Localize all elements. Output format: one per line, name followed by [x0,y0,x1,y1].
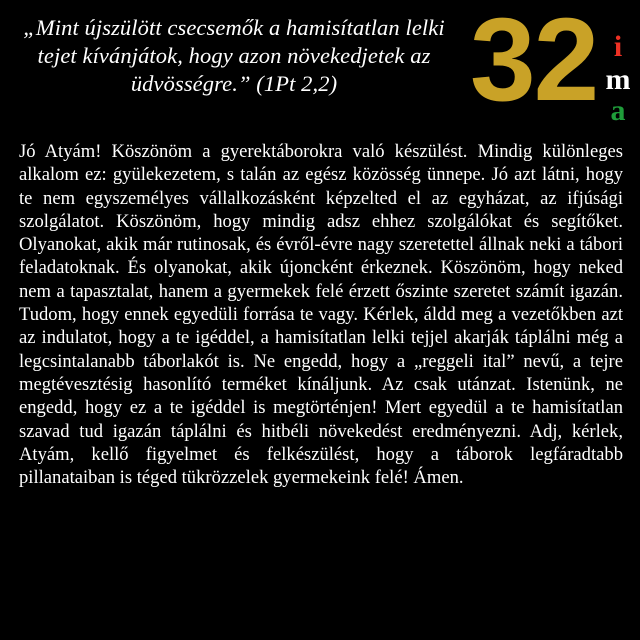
badge-letter-a: a [610,94,626,127]
badge-letter-i: i [613,30,623,63]
badge-letter-m: m [605,63,631,96]
ima-32-badge [470,0,635,127]
prayer-text: Jó Atyám! Köszönöm a gyerektáborokra való készülést. Mindig különleges alkalom ez: gyülekezetem, s talán az egész közösség ünnepe. Jó azt látni, hogy te nem egyszemélyes vállalkozásként képzelted el az egyházat, az ifjúsági szolgálatot. Köszönöm, hogy mindig adsz ehhez szolgálókat és segítőket. Olyanokat, akik már rutinosak, és évről-évre nagy szeretettel állnak neki a tábori feladatoknak. És olyanokat, akik újoncként érkeznek. Köszönöm, hogy neked nem a tapasztalat, hanem a gyermekek felé érzett őszinte szeretet számít igazán. Tudom, hogy ennek egyedüli forrása te vagy. Kérlek, áldd meg a vezetőkben azt az indulatot, hogy a te igéddel, a hamisítatlan lelki tejjel akarják táplálni még a legcsintalanabb táborlakót is. Ne engedd, hogy a „reggeli ital” nevű, a tejre megtévesztésig hasonlító terméket kínáljunk. Az csak utánzat. Istenünk, ne engedd, hogy ez a te igéddel is megtörténjen! Mert egyedül a te hamisítatlan szavad tud igazán táplálni és hitbéli növekedést eredményezni. Adj, kérlek, Atyám, kellő figyelmet és felkészülést, hogy a táborok legfáradtabb pillanataiban is téged tükrözzelek gyermekeink felé! Ámen. [19,141,623,489]
day-number: 32 [470,0,598,126]
bible-verse-quote: „Mint újszülött csecsemők a hamisítatlan lelki tejet kívánjátok, hogy azon növekedjetek az üdvösségre.” (1Pt 2,2) [23,15,445,96]
